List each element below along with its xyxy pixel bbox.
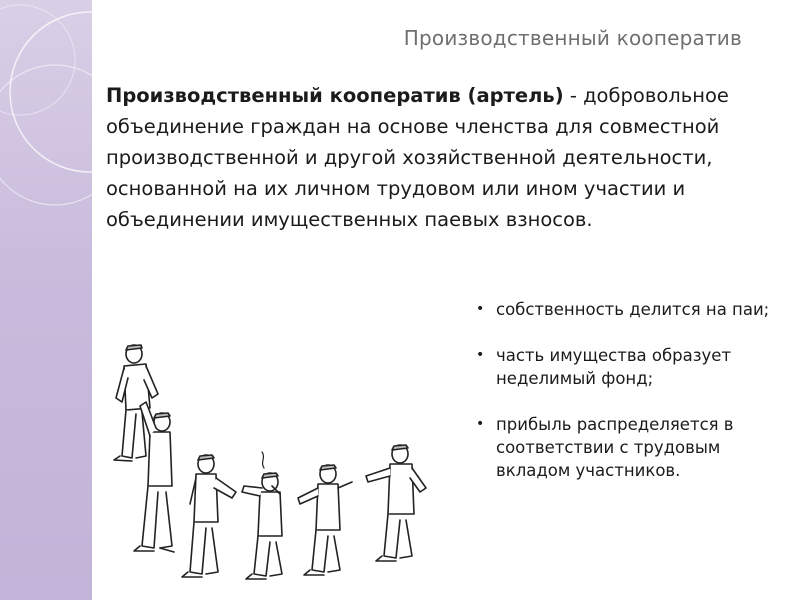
workers-illustration xyxy=(112,336,432,582)
definition-term: Производственный кооператив (артель) xyxy=(106,84,564,107)
worker-figure xyxy=(298,465,352,575)
bullet-marker: • xyxy=(476,416,485,432)
bullet-text: собственность делится на паи; xyxy=(496,300,770,319)
list-item xyxy=(476,413,776,482)
list-item xyxy=(476,298,776,321)
definition-paragraph xyxy=(106,80,786,235)
decorative-side-band xyxy=(0,0,92,600)
worker-figure xyxy=(242,452,282,579)
bullet-text: прибыль распределяется в соответствии с трудовым вкладом участников. xyxy=(496,415,734,480)
worker-figure xyxy=(134,402,174,552)
bullet-marker: • xyxy=(476,301,485,317)
definition-text: - добровольное объединение граждан на основе членства для совместной производственной и другой хозяйственной деятельности, основанной на их личном трудовом или ином участии и объединении имущественных паевых взносов. xyxy=(106,84,729,231)
decorative-circles xyxy=(0,0,92,600)
worker-figure xyxy=(366,445,426,561)
worker-figure xyxy=(182,455,236,577)
slide-header-title: Производственный кооператив xyxy=(403,26,742,50)
bullet-text: часть имущества образует неделимый фонд; xyxy=(496,346,732,388)
list-item xyxy=(476,344,776,390)
bullet-marker: • xyxy=(476,347,485,363)
features-list xyxy=(476,298,776,505)
